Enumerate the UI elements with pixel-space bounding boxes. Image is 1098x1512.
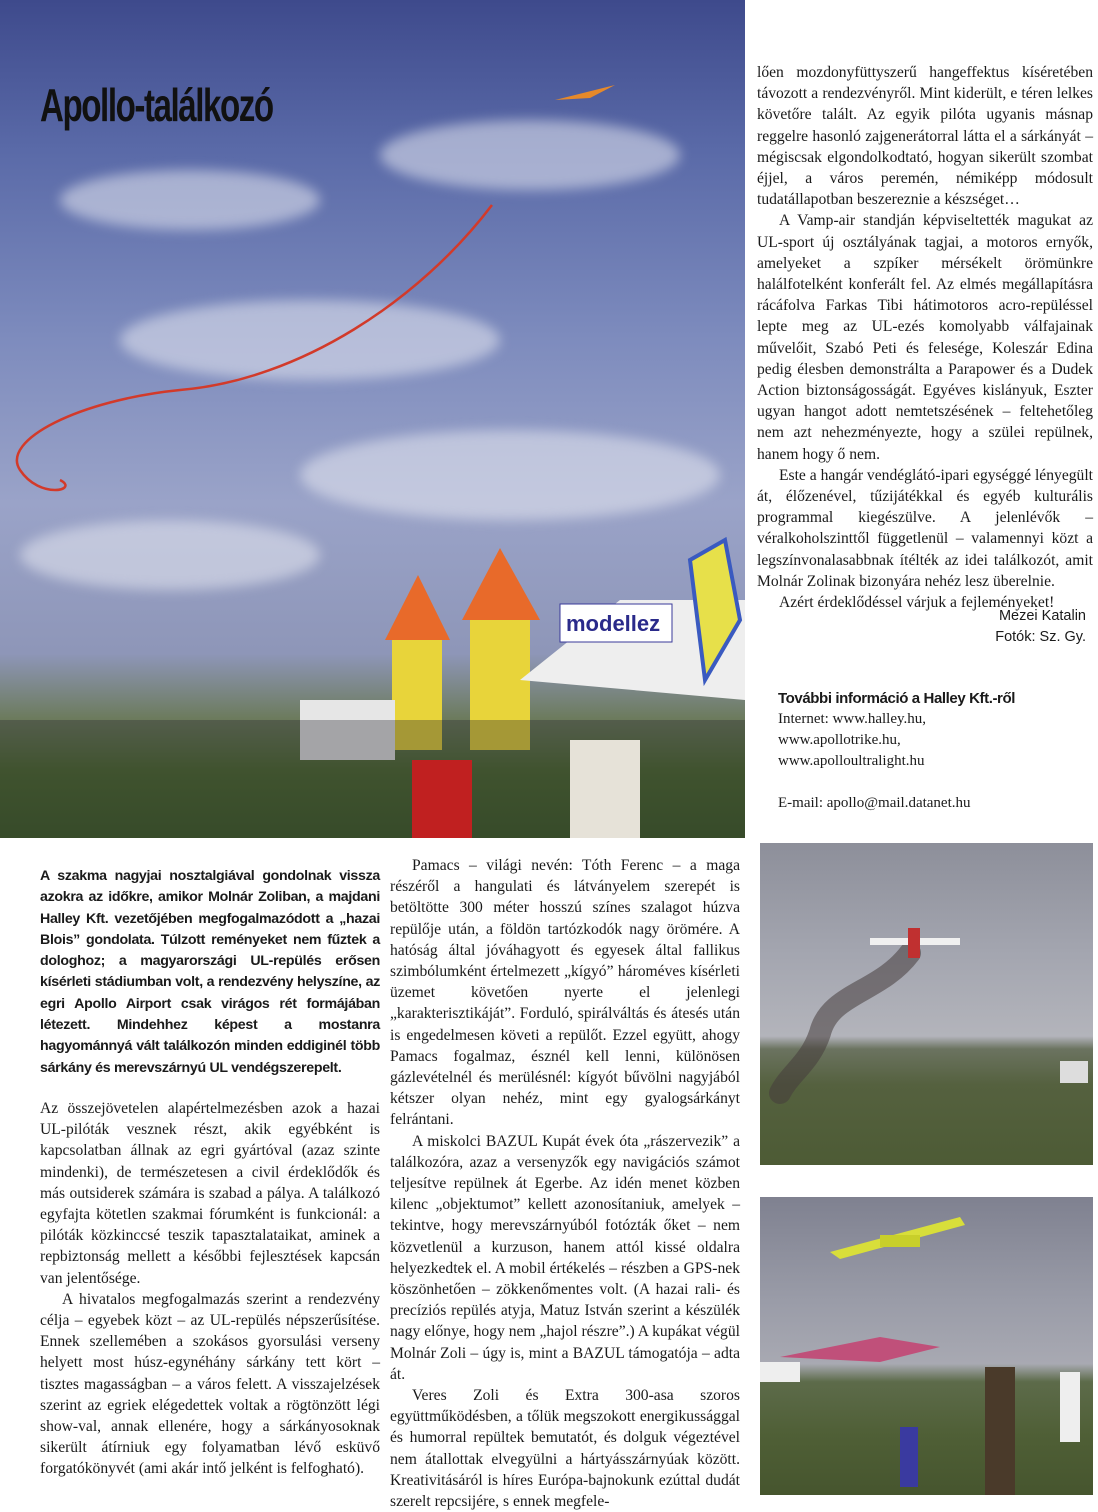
info-line: www.apolloultralight.hu [778, 753, 925, 769]
photo-ultralight-over-field [760, 1197, 1093, 1495]
photo3-scene [760, 1197, 1093, 1495]
info-box [778, 688, 1088, 814]
plane-fuselage [908, 928, 920, 958]
kite-ribbon [17, 205, 492, 490]
paragraph: A Vamp-air standján képviseltették magukat az UL-sport új osztályának tagjai, a motoros ernyők, amelyeket a szpíker mérsékelt örömünkre halálfotelként konferált fel. Az elmés megállapításra rácáfolva Farkas Tibi hátimotoros acro-repüléssel lepte meg az UL-ezés komolyabb válfajainak művelőit, Szabó Peti és felesége, Koleszár Edina pedig élesben demonstrálta a Parapower és a Dudek Action biztonságosságát. Egyéves kislányuk, Eszter ugyan hangot adott nemtetszésének – feltehetőleg nem azt nehezményezte, hogy a szülei repülnek, hanem hogy ő nem. [757, 212, 1093, 463]
photo-aerobatic-plane-smoke [760, 843, 1093, 1165]
paragraph: Este a hangár vendéglátó-ipari egységgé lényegült át, élőzenével, tűzijátékkal és egyéb kulturális programmal kiegészülve. A jelenlévők – véralkoholszinttől függetlenül – valamennyi közt a legszínvonalasabbnak ítélték az idei találkozót, amit Molnár Zolinak bizonyára nehéz lesz überelnie. [757, 466, 1093, 590]
paragraph: Az összejövetelen alapértelmezésben azok a hazai UL-pilóták vesznek részt, akik egyébként is kapcsolatban állnak az egri gyártóval (azaz szinte mindenki), de természetesen a civil érdeklődők és más outsiderek számára is szabad a pálya. A találkozó egyfajta kötetlen szakmai fórumként is funkcionál: a pilóták közkinccsé teszik tapasztalataikat, aminek a repbiztonság mellett a későbbi fejlesztések kapcsán van jelentősége. [40, 1100, 380, 1287]
paragraph: A miskolci BAZUL Kupát évek óta „rászervezik” a találkozóra, azaz a versenyzők egy navigációs számot teljesítve repülnek át Egerbe. Az idén menet közben kilenc „objektumot” kellett azonosítaniuk, amelyek – tekintve, hogy merevszárnyúból fotózták őket – nem közvetlenül a kurzuson, hanem attól kissé oldalra helyezkedtek el. A mobil értékelés – részben a GPS-nek köszönhetően – zökkenőmentes volt. (A hazai rali- és precíziós repülés atyja, Matuz István szerint a készülék nagy előnye, hogy nem „hajol részre”.) A kupákat végül Molnár Zoli – úgy is, mint a BAZUL támogatója – adta át. [390, 1132, 740, 1383]
tent-sign: modellez [566, 611, 661, 636]
hero-photo-kite-festival [0, 0, 745, 838]
person [900, 1427, 918, 1487]
byline [900, 606, 1086, 648]
paragraph: Pamacs – világi nevén: Tóth Ferenc – a maga részéről a hangulati és látványelem szerepét is betöltötte 300 méter hosszú színes szalagot húzva repülője után, a földön tartózkodók nagy örömére. A hatóság által jóváhagyott és egyesek által fallikus szimbólumként értelmezett „kígyó” hároméves kísérleti üzemet követően nyerte el jelenlegi „karakterisztikáját”. Forduló, spirálváltás és átesés után is engedelmesen követi a repülőt. Ezzel együtt, ahogy Pamacs fogalmaz, észnél kell lenni, különösen gázlevételnél és merülésnél: kígyót bűvölni nagyjából kétszer olyan nehéz, mint egy gyalogsárkányt felrántani. [390, 857, 740, 1129]
info-line: Internet: www.halley.hu, [778, 711, 927, 727]
person-white-jacket [570, 740, 640, 838]
person-red-jacket [412, 760, 472, 838]
person [1060, 1372, 1080, 1442]
person [985, 1367, 1015, 1495]
truck [1060, 1061, 1088, 1083]
article-lead: A szakma nagyjai nosztalgiával gondolnak vissza azokra az időkre, amikor Molnár Zoliban, a majdani Halley Kft. vezetőjében megfogalmazódott a „hazai Blois” gondolata. Túlzott reményeket nem fűztek a dologhoz; a magyarországi UL-repülés erősen kísérleti stádiumban volt, a rendezvény helyszíne, az egri Apollo Airport csak virágos rét formájában létezett. Mindehhez képest a mostanra hagyománnyá vált találkozón minden eddiginél több sárkány és merevszárnyú UL vendégszerepelt. [40, 868, 380, 1076]
hang-glider [555, 85, 615, 100]
article-column-left [40, 1098, 380, 1480]
ultralight-body [880, 1235, 920, 1247]
photo-credit: Fotók: Sz. Gy. [995, 629, 1086, 645]
info-line: www.apollotrike.hu, [778, 732, 901, 748]
article-column-right [757, 62, 1093, 613]
smoke-trail [780, 953, 910, 1093]
paragraph: lően mozdonyfüttyszerű hangeffektus kíséretében távozott a rendezvényről. Mint kiderült, e téren lelkes követőre talált. Az egyik pilóta ugyanis másnap reggelre hasonló zajgenerátorral látta el a sárkányát – mégiscsak elgondolkodtató, hogyan sikerült szombat éjjel, a város peremén, némiképp módosult tudatállapotban beszereznie a készséget… [757, 64, 1093, 209]
author: Mezei Katalin [998, 608, 1086, 624]
castle-roof-right [462, 548, 540, 620]
paragraph: Veres Zoli és Extra 300-asa szoros együttműködésben, a tőlük megszokott energikussággal és humorral repültek bemutatót, és dolguk végeztével nem átallottak elvegyülni a hártyásszárnyúak között. Kreativitásáról is híres Európa-bajnokunk ezúttal dudát szerelt repcsijére, s ennek megfele- [390, 1387, 740, 1511]
info-email: E-mail: apollo@mail.datanet.hu [778, 795, 971, 811]
photo2-scene [760, 843, 1093, 1165]
article-column-middle [390, 855, 740, 1512]
article-title: Apollo-találkozó [40, 79, 273, 131]
info-heading: További információ a Halley Kft.-ről [778, 690, 1016, 707]
paragraph: A hivatalos megfogalmazás szerint a rendezvény célja – egyebek közt – az UL-repülés népszerűsítése. Ennek szellemében a szokásos gyorsulási verseny helyett most húsz-egynéhány sárkány tett kört – tisztes magasságban – a város felett. A visszajelzések szerint az egriek elégedettek voltak a rögtönzött légi show-val, annak ellenére, hogy a sárkányosoknak sikerült átírniuk egy folyamatban lévő esküvő forgatókönyvét (ami akár intő jelként is felfogható). [40, 1290, 380, 1478]
paragraph: Azért érdeklődéssel várjuk a fejleményeket! [779, 594, 1055, 612]
castle-roof-left [385, 575, 450, 640]
gliders-on-ground [780, 1337, 940, 1362]
car [760, 1362, 800, 1382]
